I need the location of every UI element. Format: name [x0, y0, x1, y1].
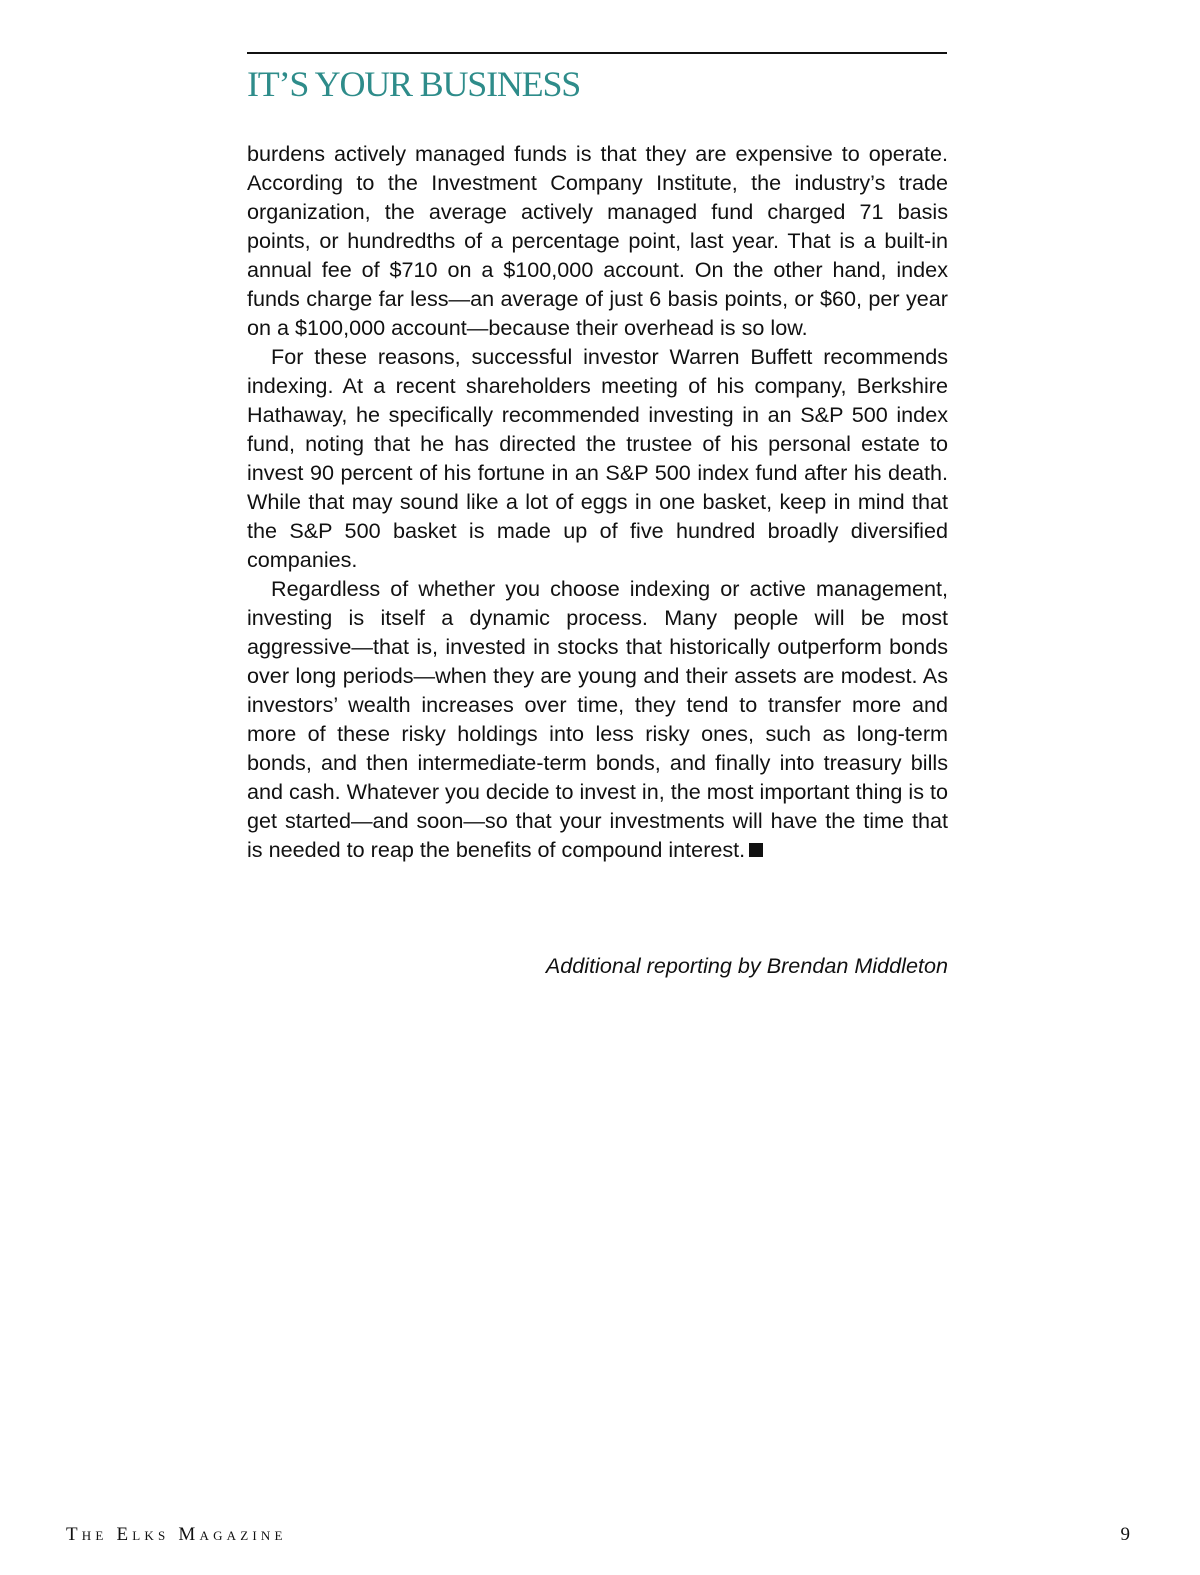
- article-paragraph: burdens actively managed funds is that they are expensive to operate. According to the Investment Company Institute, the industry’s trade organization, the average actively managed fund charged 71 basis points, or hundredths of a percentage point, last year. That is a built-in annual fee of $710 on a $100,000 account. On the other hand, index funds charge far less—an average of just 6 basis points, or $60, per year on a $100,000 account—because their overhead is so low.: [247, 141, 948, 340]
- header-rule: [247, 52, 947, 54]
- end-of-article-square-icon: [749, 843, 763, 857]
- byline: Additional reporting by Brendan Middleton: [545, 953, 948, 978]
- section-title: IT’S YOUR BUSINESS: [247, 64, 581, 104]
- article-paragraph: For these reasons, successful investor Warren Buffett recommends indexing. At a recent shareholders meeting of his company, Berkshire Hathaway, he specifically recommended investing in an S&P 500 index fund, noting that he has directed the trustee of his personal estate to invest 90 percent of his fortune in an S&P 500 index fund after his death. While that may sound like a lot of eggs in one basket, keep in mind that the S&P 500 basket is made up of five hundred broadly diversified companies.: [247, 344, 948, 572]
- article-paragraph-text: Regardless of whether you choose indexing or active management, investing is itself a dynamic process. Many people will be most aggressive—that is, invested in stocks that historically outperform bonds over long periods—when they are young and their assets are modest. As investors’ wealth increases over time, they tend to transfer more and more of these risky holdings into less risky ones, such as long-term bonds, and then intermediate-term bonds, and finally into treasury bills and cash. Whatever you decide to invest in, the most important thing is to get started—and soon—so that your investments will have the time that is needed to reap the benefits of compound interest.: [247, 576, 948, 862]
- article-body: [247, 139, 948, 864]
- footer-magazine-name: The Elks Magazine: [66, 1524, 287, 1545]
- article-paragraph: [247, 574, 948, 864]
- page-number: 9: [1120, 1524, 1130, 1545]
